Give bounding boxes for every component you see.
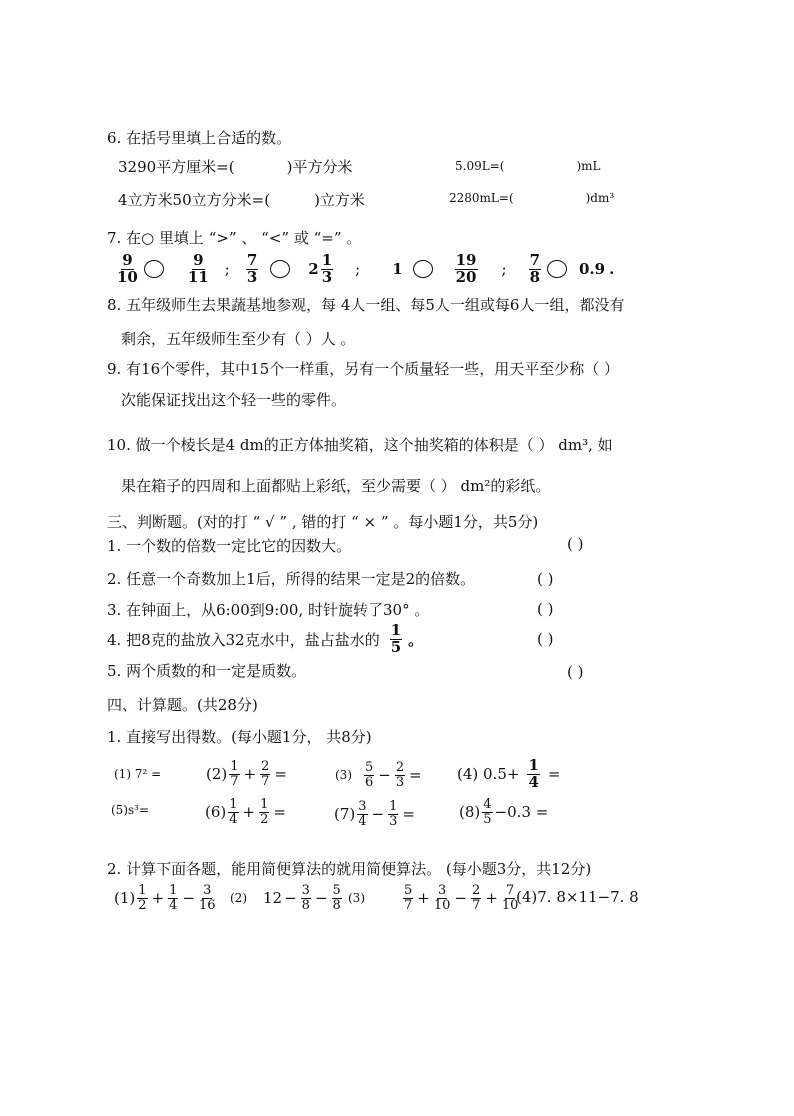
q6-line2-left (118, 189, 365, 210)
judge-item-5: 5. 两个质数的和一定是质数。 (107, 662, 307, 680)
q7-sep-3: ; (501, 260, 507, 278)
judge-item-4 (107, 622, 423, 656)
calc-2: (2) 1 7 + $\frac{2}{7}$ = (206, 758, 287, 789)
judge-bracket-3[interactable]: ( ) (537, 600, 554, 618)
calc-1: (1) 7² = (114, 767, 162, 781)
simplify-2: (2) 12 − $\frac{3}{8}$ − $\frac{5}{8}$ (230, 882, 341, 913)
q8-line1: 8. 五年级师生去果蔬基地参观，每 4人一组、每5人一组或每6人一组，都没有 (107, 296, 625, 314)
calc-7: (7) 3 4 − $\frac{1}{3}$ = (334, 798, 415, 829)
simplify-1: (1) 1 2 + $\frac{1}{4}$ − $\frac{3}{16}$ (114, 882, 216, 913)
q6-l2b: )立方米 (314, 191, 365, 209)
q6-l1b: )平方分米 (286, 158, 353, 176)
simplify-3: (3) 5 7 + $\frac{3}{10}$ − $\frac{2}{7}$ + $\frac{7}{10}$ (348, 882, 519, 913)
judge-bracket-5[interactable]: ( ) (567, 663, 584, 681)
q8-line2: 剩余，五年级师生至少有（ ）人 。 (121, 330, 356, 348)
q7-frac-3: 7 3 (246, 250, 258, 286)
calc-5: (5)s³= (111, 803, 150, 817)
q7-sep-2: ; (355, 260, 361, 278)
q6-l2a: 4立方米50立方分米=( (118, 191, 271, 209)
judge-item-4-frac: 1 5 (390, 620, 402, 656)
q7-decimal: 0.9 (579, 260, 606, 278)
q10-line2: 果在箱子的四周和上面都贴上彩纸，至少需要（ ） dm²的彩纸。 (121, 477, 551, 495)
q6-line1-right (455, 159, 600, 173)
judge-bracket-2[interactable]: ( ) (537, 570, 554, 588)
section3-title: 三、判断题。(对的打 “ √ ” , 错的打 “ × ” 。每小题1分，共5分) (107, 513, 539, 531)
compare-circle-2[interactable] (270, 260, 290, 278)
q7-sep-1: ; (224, 260, 230, 278)
q9-line2: 次能保证找出这个轻一些的零件。 (121, 391, 347, 409)
judge-item-4-text: 4. 把8克的盐放入32克水中，盐占盐水的 (107, 630, 380, 649)
q6-l2c: 2280mL=( (449, 191, 514, 205)
q6-title: 6. 在括号里填上合适的数。 (107, 129, 292, 147)
q6-l1a: 3290平方厘米=( (118, 158, 235, 176)
q10-line1: 10. 做一个棱长是4 dm的正方体抽奖箱，这个抽奖箱的体积是（ ） dm³, 如 (107, 436, 613, 454)
calc-part1-title: 1. 直接写出得数。(每小题1分， 共8分) (107, 728, 372, 746)
simplify-4: (4)7. 8×11−7. 8 (516, 888, 639, 906)
compare-circle-1[interactable] (144, 260, 164, 278)
q7-mixed-1: 2 1 3 (308, 250, 333, 286)
q7-row (115, 252, 614, 286)
q7-end: . (609, 260, 615, 278)
q6-l1c: 5.09L=( (455, 159, 505, 173)
judge-bracket-4[interactable]: ( ) (537, 630, 554, 648)
q7-int-1: 1 (392, 260, 403, 278)
judge-bracket-1[interactable]: ( ) (567, 535, 584, 553)
q7-frac-2: 9 11 (187, 250, 209, 286)
compare-circle-4[interactable] (547, 260, 567, 278)
q9-line1: 9. 有16个零件，其中15个一样重，另有一个质量轻一些，用天平至少称（ ） (107, 360, 620, 378)
calc-6: (6) 1 4 + $\frac{1}{2}$ = (205, 796, 286, 827)
q6-l1d: )mL (576, 159, 601, 173)
q6-line1-left (118, 156, 352, 177)
calc-3: (3) 5 6 − $\frac{2}{3}$ = (335, 759, 422, 790)
q7-title: 7. 在○ 里填上 “>” 、 “<” 或 “=” 。 (107, 229, 362, 247)
calc-part2-title: 2. 计算下面各题，能用简便算法的就用简便算法。 (每小题3分，共12分) (107, 860, 592, 878)
calc-8: (8) 4 5 −0.3 = (459, 796, 549, 827)
judge-item-1: 1. 一个数的倍数一定比它的因数大。 (107, 537, 352, 555)
q7-frac-1: 9 10 (117, 250, 138, 286)
q7-frac-5: 7 8 (529, 250, 540, 286)
q6-line2-right (449, 191, 614, 205)
judge-item-2: 2. 任意一个奇数加上1后，所得的结果一定是2的倍数。 (107, 570, 476, 588)
section4-title: 四、计算题。(共28分) (107, 696, 258, 714)
compare-circle-3[interactable] (413, 260, 433, 278)
judge-item-3: 3. 在钟面上，从6:00到9:00, 时针旋转了30° 。 (107, 601, 430, 619)
q6-l2d: )dm³ (585, 191, 615, 205)
calc-4: (4) 0.5+ $\frac{1}{4}$ = (457, 755, 561, 791)
q7-frac-4: 19 20 (455, 250, 477, 286)
judge-item-4-end: 。 (408, 630, 424, 649)
